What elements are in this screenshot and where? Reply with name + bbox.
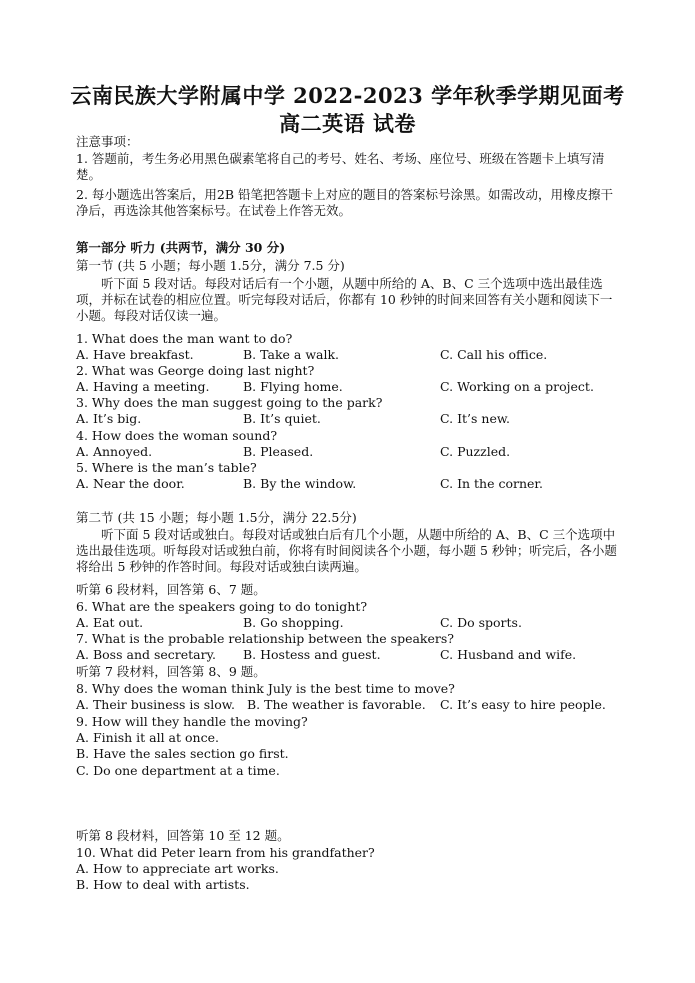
- section2-heading: 第二节 (共 15 小题；每小题 1.5分，满分 22.5分): [76, 510, 357, 525]
- question-8: 8. Why does the woman think July is the best time to move?: [76, 681, 455, 696]
- material-7-note: 听第 7 段材料，回答第 8、9 题。: [76, 664, 266, 679]
- q2-option-b: B. Flying home.: [243, 379, 343, 394]
- q4-option-c: C. Puzzled.: [440, 444, 511, 459]
- notice-heading: 注意事项：: [76, 134, 139, 149]
- exam-subtitle: 高二英语 试卷: [279, 111, 416, 136]
- q6-option-c: C. Do sports.: [440, 615, 522, 630]
- q7-option-c: C. Husband and wife.: [440, 647, 577, 662]
- material-6-note: 听第 6 段材料，回答第 6、7 题。: [76, 582, 266, 597]
- notice-item-1: 1. 答题前，考生务必用黑色碳素笔将自己的考号、姓名、考场、座位号、班级在答题卡上填写清楚。: [76, 151, 605, 182]
- section2-instructions: 听下面 5 段对话或独白。每段对话或独白后有几个小题，从题中所给的 A、B、C 三个选项中选出最佳选项。听每段对话或独白前，你将有时间阅读各个小题，每小题 5 秒钟；听完后，各小题将给出 5 秒钟的作答时间。每段对话或独白读两遍。: [76, 527, 617, 574]
- q9-option-a: A. Finish it all at once.: [76, 730, 219, 745]
- section1-heading: 第一节 (共 5 小题；每小题 1.5分，满分 7.5 分): [76, 258, 345, 273]
- question-7: 7. What is the probable relationship between the speakers?: [76, 631, 454, 646]
- question-6: 6. What are the speakers going to do tonight?: [76, 599, 368, 614]
- question-4: 4. How does the woman sound?: [76, 428, 278, 443]
- q4-option-b: B. Pleased.: [243, 444, 314, 459]
- question-2: 2. What was George doing last night?: [76, 363, 315, 378]
- q9-option-b: B. Have the sales section go first.: [76, 746, 289, 761]
- q5-option-a: A. Near the door.: [76, 476, 185, 491]
- q5-option-c: C. In the corner.: [440, 476, 543, 491]
- q7-option-b: B. Hostess and guest.: [243, 647, 381, 662]
- exam-title: 云南民族大学附属中学 2022-2023 学年秋季学期见面考: [70, 83, 625, 108]
- q6-option-b: B. Go shopping.: [243, 615, 344, 630]
- q3-option-b: B. It’s quiet.: [243, 411, 321, 426]
- question-9: 9. How will they handle the moving?: [76, 714, 308, 729]
- question-5: 5. Where is the man’s table?: [76, 460, 257, 475]
- q1-option-a: A. Have breakfast.: [76, 347, 194, 362]
- q5-option-b: B. By the window.: [243, 476, 357, 491]
- q1-option-c: C. Call his office.: [440, 347, 548, 362]
- q2-option-c: C. Working on a project.: [440, 379, 594, 394]
- question-10: 10. What did Peter learn from his grandfather?: [76, 845, 375, 860]
- q2-option-a: A. Having a meeting.: [76, 379, 210, 394]
- q4-option-a: A. Annoyed.: [76, 444, 153, 459]
- q10-option-a: A. How to appreciate art works.: [76, 861, 279, 876]
- q1-option-b: B. Take a walk.: [243, 347, 340, 362]
- part1-heading: 第一部分 听力 (共两节，满分 30 分): [76, 240, 286, 255]
- material-8-note: 听第 8 段材料，回答第 10 至 12 题。: [76, 828, 290, 843]
- section1-instructions: 听下面 5 段对话。每段对话后有一个小题，从题中所给的 A、B、C 三个选项中选出最佳选项，并标在试卷的相应位置。听完每段对话后，你都有 10 秒钟的时间来回答有关小题和阅读下一小题。每段对话仅读一遍。: [76, 276, 613, 323]
- q9-option-c: C. Do one department at a time.: [76, 763, 280, 778]
- q10-option-b: B. How to deal with artists.: [76, 877, 250, 892]
- q8-option-c: C. It’s easy to hire people.: [440, 697, 606, 712]
- q3-option-a: A. It’s big.: [76, 411, 142, 426]
- q3-option-c: C. It’s new.: [440, 411, 511, 426]
- q8-option-a: A. Their business is slow.: [76, 697, 235, 712]
- q7-option-a: A. Boss and secretary.: [76, 647, 216, 662]
- notice-item-2: 2. 每小题选出答案后，用2B 铅笔把答题卡上对应的题目的答案标号涂黑。如需改动，用橡皮擦干净后，再选涂其他答案标号。在试卷上作答无效。: [76, 187, 614, 218]
- question-3: 3. Why does the man suggest going to the park?: [76, 395, 383, 410]
- q6-option-a: A. Eat out.: [76, 615, 144, 630]
- question-1: 1. What does the man want to do?: [76, 331, 293, 346]
- q8-option-b: B. The weather is favorable.: [247, 697, 426, 712]
